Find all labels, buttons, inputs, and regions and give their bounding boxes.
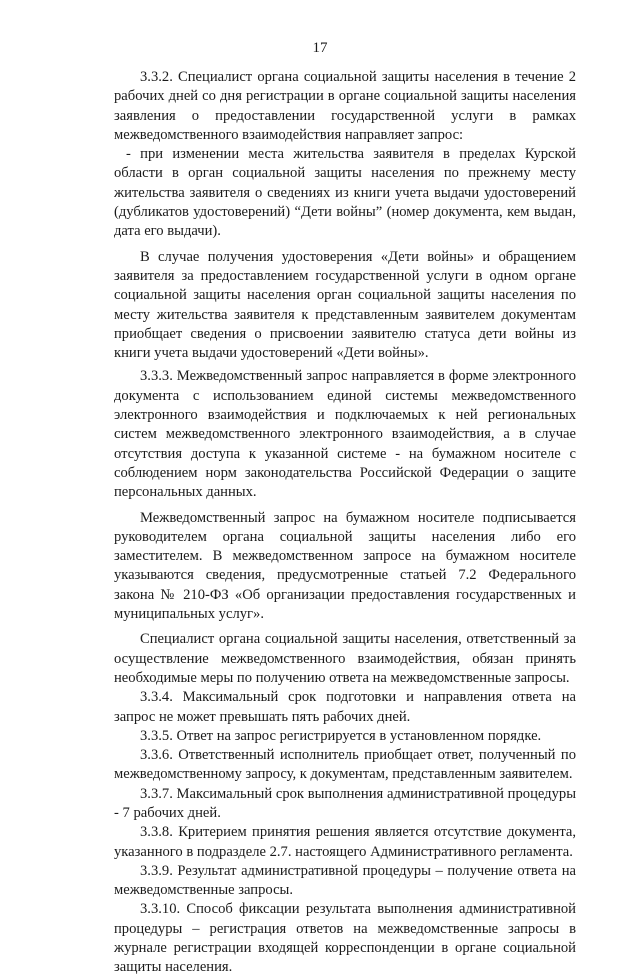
document-body (114, 68, 576, 978)
page-number: 17 (312, 40, 328, 56)
paragraph-3-3-5: 3.3.5. Ответ на запрос регистрируется в установленном порядке. (140, 727, 542, 744)
paragraph-dash-item: - при изменении места жительства заявителя в пределах Курской области в орган социальной защиты населения по прежнему месту жительства заявителя о сведениях из книги учета выдачи удостоверений (дубликатов удостоверений) “Дети войны” (номер документа, кем выдан, дата его выдачи). (114, 146, 576, 240)
paragraph-3-3-7: 3.3.7. Максимальный срок выполнения административной процедуры - 7 рабочих дней. (114, 785, 576, 821)
paragraph-3-3-2: 3.3.2. Специалист органа социальной защиты населения в течение 2 рабочих дней со дня регистрации в органе социальной защиты населения заявления о предоставлении государственной услуги в рамках межведомственного взаимодействия направляет запрос: (114, 69, 576, 143)
paragraph-3-3-10: 3.3.10. Способ фиксации результата выполнения административной процедуры – регистрация ответов на межведомственные запросы в журнале регистрации входящей корреспонденции в органе социальной защиты населения. (114, 901, 576, 976)
paragraph-paper-request: Межведомственный запрос на бумажном носителе подписывается руководителем органа социальной защиты населения либо его заместителем. В межведомственном запросе на бумажном носителе указываются сведения, предусмотренные статьей 7.2 Федерального закона № 210-ФЗ «Об организации предоставления государственных и муниципальных услуг». (114, 509, 576, 623)
paragraph-specialist: Специалист органа социальной защиты населения, ответственный за осуществление межведомственного взаимодействия, обязан принять необходимые меры по получению ответа на межведомственные запросы. (114, 631, 576, 686)
paragraph-3-3-3: 3.3.3. Межведомственный запрос направляется в форме электронного документа с использованием единой системы межведомственного электронного взаимодействия и подключаемых к ней региональных систем межведомственного электронного взаимодействия, а в случае отсутствия доступа к указанной системе - на бумажном носителе с соблюдением норм законодательства Российской Федерации о защите персональных данных. (114, 368, 576, 501)
paragraph-3-3-6: 3.3.6. Ответственный исполнитель приобщает ответ, полученный по межведомственному запросу, к документам, представленным заявителем. (114, 747, 576, 783)
paragraph-3-3-8: 3.3.8. Критерием принятия решения является отсутствие документа, указанного в подразделе 2.7. настоящего Административного регламента. (114, 824, 576, 860)
paragraph-3-3-4: 3.3.4. Максимальный срок подготовки и направления ответа на запрос не может превышать пять рабочих дней. (114, 689, 576, 725)
paragraph-case: В случае получения удостоверения «Дети войны» и обращением заявителя за предоставлением государственной услуги в одном органе социальной защиты населения орган социальной защиты населения по месту жительства заявителя к представленным заявителем документам приобщает сведения о присвоении заявителю статуса дети войны из книги учета выдачи удостоверений «Дети войны». (114, 248, 576, 362)
paragraph-3-3-9: 3.3.9. Результат административной процедуры – получение ответа на межведомственные запросы. (114, 862, 576, 899)
